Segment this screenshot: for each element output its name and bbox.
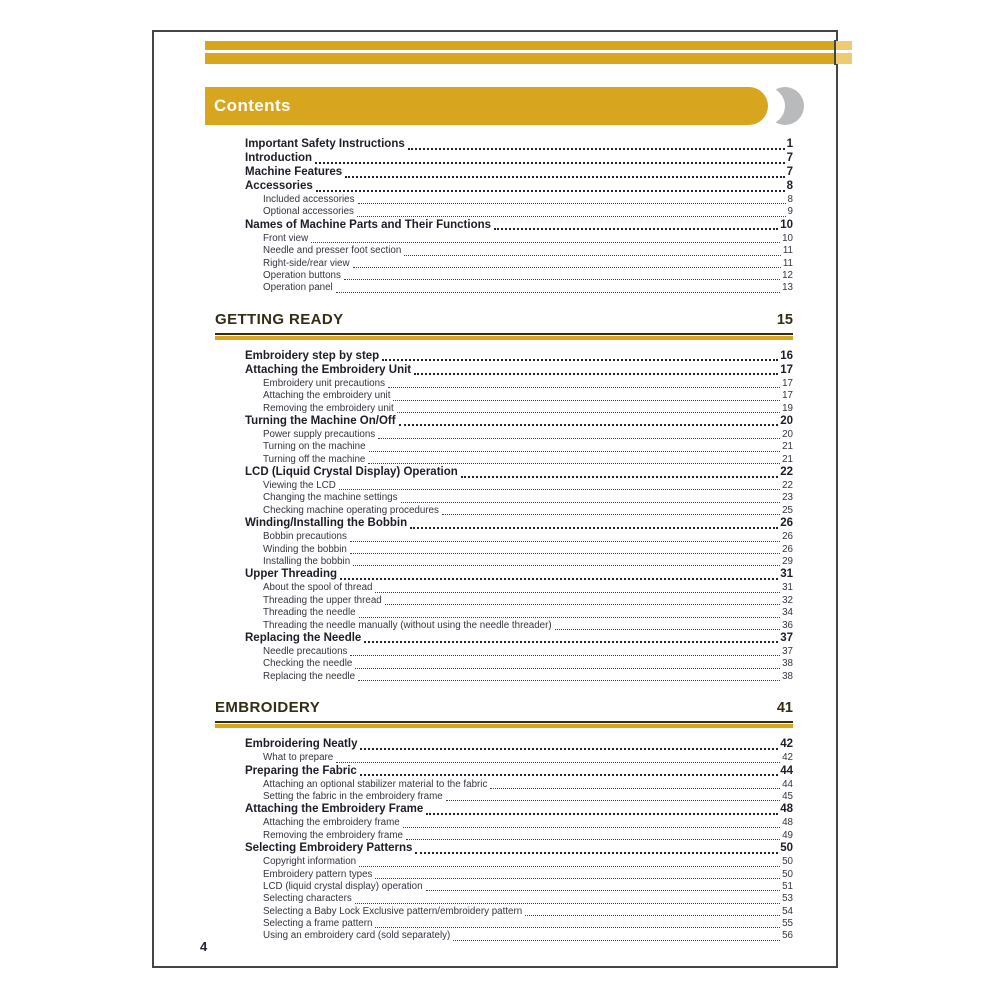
toc-entry-page-number: 25	[782, 504, 793, 516]
toc-entry	[215, 258, 793, 270]
toc-entry-label: Turning off the machine	[263, 453, 366, 465]
toc-entry-label: Embroidery unit precautions	[263, 377, 385, 389]
dot-leader	[375, 592, 780, 593]
toc-entry-label: Threading the needle	[263, 607, 356, 619]
toc-entry-page-number: 38	[782, 658, 793, 670]
toc-entry-page-number: 11	[782, 245, 793, 257]
toc-entry	[215, 646, 793, 658]
section-heading	[215, 699, 793, 728]
toc-entry	[215, 206, 793, 218]
dot-leader	[315, 162, 785, 164]
page-number: 4	[200, 939, 208, 954]
toc-entry-label: Attaching the embroidery unit	[263, 390, 391, 402]
toc-entry-label: Machine Features	[245, 166, 343, 178]
toc-entry	[215, 817, 793, 829]
section-rule-dark	[215, 333, 793, 335]
section-heading	[215, 311, 793, 340]
toc-entry-page-number: 13	[782, 282, 793, 294]
toc-entry-label: Introduction	[245, 152, 313, 164]
toc-entry-page-number: 31	[782, 582, 793, 594]
toc-entry-label: Winding/Installing the Bobbin	[245, 517, 408, 530]
toc-entry	[215, 466, 793, 480]
toc-entry	[215, 270, 793, 282]
toc-entry-page-number: 31	[780, 568, 793, 581]
toc-entry-label: Setting the fabric in the embroidery frame	[263, 790, 443, 802]
toc-entry	[215, 454, 793, 466]
toc-entry	[215, 282, 793, 294]
toc-entry	[215, 390, 793, 402]
toc-entry-label: Selecting a frame pattern	[263, 918, 373, 930]
dot-leader	[375, 927, 780, 928]
toc-entry-page-number: 26	[780, 517, 793, 530]
toc-entry	[215, 930, 793, 942]
toc-entry-page-number: 53	[782, 893, 793, 905]
toc-entry-label: Bobbin precautions	[263, 531, 347, 543]
toc-entry-label: Removing the embroidery unit	[263, 402, 394, 414]
toc-entry-page-number: 7	[786, 166, 793, 178]
toc-entry-page-number: 21	[782, 453, 793, 465]
toc-entry-label: Copyright information	[263, 856, 357, 868]
toc-entry-page-number: 44	[780, 764, 793, 777]
dot-leader	[555, 629, 780, 630]
dot-leader	[442, 514, 780, 515]
toc-entry	[215, 556, 793, 568]
section-rule-gold	[215, 336, 793, 340]
dot-leader	[350, 541, 780, 542]
toc-entry-page-number: 10	[782, 232, 793, 244]
dot-leader	[378, 438, 780, 439]
toc-entry-page-number: 20	[782, 428, 793, 440]
dot-leader	[339, 489, 780, 490]
toc-entry	[215, 671, 793, 683]
toc-entry-page-number: 42	[780, 738, 793, 751]
page-title: Contents	[214, 96, 291, 115]
dot-leader	[406, 839, 780, 840]
toc-entry	[215, 180, 793, 194]
toc-entry-label: Attaching the Embroidery Unit	[245, 363, 412, 376]
dot-leader	[446, 800, 780, 801]
dot-leader	[426, 890, 781, 891]
toc-entry	[215, 765, 793, 779]
dot-leader	[358, 203, 786, 204]
toc-entry	[215, 842, 793, 856]
toc-entry	[215, 791, 793, 803]
section-heading-page-number: 41	[776, 700, 793, 717]
toc-entry	[215, 607, 793, 619]
toc-entry-label: LCD (Liquid Crystal Display) Operation	[245, 466, 458, 479]
top-accent-bar	[205, 41, 852, 64]
toc-entry	[215, 415, 793, 429]
dot-leader	[353, 267, 781, 268]
toc-entry-label: Selecting Embroidery Patterns	[245, 842, 413, 855]
toc-entry	[215, 492, 793, 504]
dot-leader	[344, 279, 780, 280]
toc-entry-page-number: 37	[782, 645, 793, 657]
toc-entry-page-number: 10	[780, 218, 793, 231]
toc-entry-label: Selecting a Baby Lock Exclusive pattern/embroidery pattern	[263, 905, 523, 917]
toc-entry	[215, 918, 793, 930]
dot-leader	[375, 878, 780, 879]
toc-entry	[215, 906, 793, 918]
toc-entry-page-number: 23	[782, 492, 793, 504]
toc-entry	[215, 505, 793, 517]
toc-entry	[215, 480, 793, 492]
toc-entry-label: Attaching an optional stabilizer material to the fabric	[263, 778, 488, 790]
dot-leader	[399, 424, 779, 426]
dot-leader	[357, 216, 786, 217]
toc-entry	[215, 531, 793, 543]
toc-entry-label: Right-side/rear view	[263, 257, 350, 269]
toc-entry-label: Operation buttons	[263, 269, 341, 281]
section-heading-row	[215, 699, 793, 719]
toc-entry-page-number: 55	[782, 918, 793, 930]
toc-entry-label: Checking machine operating procedures	[263, 504, 439, 516]
toc-entry-label: Checking the needle	[263, 658, 353, 670]
toc-entry-label: Turning the Machine On/Off	[245, 414, 396, 427]
toc-entry-page-number: 50	[782, 856, 793, 868]
manual-page-sheet	[152, 30, 838, 968]
section-heading-label: EMBROIDERY	[215, 699, 321, 717]
dot-leader	[355, 903, 780, 904]
toc-entry-label: Using an embroidery card (sold separately)	[263, 930, 451, 942]
toc-entry-page-number: 34	[782, 607, 793, 619]
top-accent-bar-white-line	[205, 50, 852, 53]
dot-leader	[364, 641, 778, 643]
toc-entry-label: Threading the needle manually (without using the needle threader)	[263, 619, 552, 631]
dot-leader	[453, 940, 780, 941]
toc-entry-page-number: 17	[782, 377, 793, 389]
toc-entry-label: Embroidery pattern types	[263, 868, 373, 880]
toc-entry	[215, 441, 793, 453]
dot-leader	[359, 866, 780, 867]
toc-entry	[215, 779, 793, 791]
toc-entry-page-number: 22	[780, 466, 793, 479]
toc-entry	[215, 403, 793, 415]
dot-leader	[490, 788, 780, 789]
toc-entry-page-number: 22	[782, 480, 793, 492]
toc-entry-label: What to prepare	[263, 752, 334, 764]
toc-entry-page-number: 48	[780, 803, 793, 816]
dot-leader	[359, 617, 780, 618]
toc-entry	[215, 194, 793, 206]
toc-entry-label: Needle and presser foot section	[263, 245, 402, 257]
dot-leader	[397, 412, 780, 413]
toc-entry-label: Attaching the embroidery frame	[263, 817, 400, 829]
dot-leader	[525, 915, 780, 916]
toc-entry	[215, 544, 793, 556]
dot-leader	[382, 359, 778, 361]
toc-entry	[215, 893, 793, 905]
toc-entry-label: Viewing the LCD	[263, 480, 336, 492]
toc-entry	[215, 620, 793, 632]
toc-entry-page-number: 26	[782, 531, 793, 543]
toc-entry-label: Attaching the Embroidery Frame	[245, 803, 424, 816]
toc-entry-page-number: 38	[782, 670, 793, 682]
toc-entry-label: Replacing the Needle	[245, 631, 362, 644]
toc-entry	[215, 658, 793, 670]
toc-entry	[215, 881, 793, 893]
toc-entry-page-number: 17	[780, 363, 793, 376]
toc-entry-page-number: 9	[787, 206, 793, 218]
toc-entry-page-number: 21	[782, 441, 793, 453]
dot-leader	[350, 553, 780, 554]
toc-entry-label: Included accessories	[263, 194, 355, 205]
toc-entry	[215, 869, 793, 881]
toc-entry-label: Names of Machine Parts and Their Functions	[245, 218, 492, 231]
dot-leader	[408, 148, 785, 150]
toc-entry-page-number: 29	[782, 556, 793, 568]
toc-entry-label: Important Safety Instructions	[245, 138, 405, 150]
toc-entry	[215, 738, 793, 752]
toc-entry	[215, 517, 793, 531]
toc-entry	[215, 568, 793, 582]
dot-leader	[360, 774, 778, 776]
toc-entry-label: Power supply precautions	[263, 428, 376, 440]
dot-leader	[353, 565, 780, 566]
dot-leader	[360, 748, 778, 750]
toc-entry-page-number: 51	[782, 880, 793, 892]
toc-entry-label: Embroidering Neatly	[245, 738, 358, 751]
section-heading-page-number: 15	[776, 311, 793, 328]
toc-entry-label: Installing the bobbin	[263, 556, 351, 568]
toc-entry	[215, 152, 793, 166]
toc-entry-label: Removing the embroidery frame	[263, 829, 403, 841]
toc-entry-label: Changing the machine settings	[263, 492, 398, 504]
toc-entry-label: Preparing the Fabric	[245, 764, 357, 777]
dot-leader	[410, 527, 778, 529]
dot-leader	[414, 373, 778, 375]
toc-entry-label: Threading the upper thread	[263, 594, 382, 606]
toc-entry-page-number: 1	[786, 138, 793, 150]
toc-entry	[215, 138, 793, 152]
dot-leader	[426, 813, 778, 815]
section-heading-row	[215, 311, 793, 331]
toc-entry	[215, 378, 793, 390]
dot-leader	[355, 668, 780, 669]
toc-entry-label: Upper Threading	[245, 568, 338, 581]
dot-leader	[404, 255, 780, 256]
toc-entry-page-number: 48	[782, 817, 793, 829]
toc-entry-page-number: 56	[782, 930, 793, 942]
toc-entry-label: Front view	[263, 232, 309, 244]
toc-entry-page-number: 26	[782, 543, 793, 555]
toc-entry-label: Operation panel	[263, 282, 333, 294]
dot-leader	[401, 502, 781, 503]
toc-entry-page-number: 44	[782, 778, 793, 790]
dot-leader	[368, 463, 780, 464]
dot-leader	[385, 604, 780, 605]
section-heading-label: GETTING READY	[215, 310, 344, 328]
dot-leader	[316, 190, 785, 192]
page-border-segment	[834, 40, 836, 65]
toc-entry-label: Accessories	[245, 180, 313, 192]
dot-leader	[393, 400, 780, 401]
toc-entry-page-number: 54	[782, 905, 793, 917]
toc-entry	[215, 752, 793, 764]
toc-entry	[215, 233, 793, 245]
dot-leader	[345, 176, 784, 178]
toc-entry-label: Turning on the machine	[263, 441, 366, 453]
contents-banner	[154, 87, 836, 125]
toc-entry-label: Needle precautions	[263, 645, 348, 657]
toc-entry-label: LCD (liquid crystal display) operation	[263, 880, 423, 892]
toc-entry-page-number: 8	[787, 194, 793, 205]
dot-leader	[311, 242, 780, 243]
toc-entry-page-number: 8	[786, 180, 793, 192]
toc-entry-page-number: 36	[782, 619, 793, 631]
dot-leader	[336, 292, 780, 293]
toc-entry	[215, 632, 793, 646]
table-of-contents	[215, 138, 793, 943]
toc-entry-page-number: 12	[782, 269, 793, 281]
dot-leader	[350, 655, 780, 656]
toc-entry-page-number: 49	[782, 829, 793, 841]
toc-entry-label: Replacing the needle	[263, 670, 356, 682]
toc-entry-label: About the spool of thread	[263, 582, 373, 594]
toc-entry-label: Embroidery step by step	[245, 349, 380, 362]
toc-entry-page-number: 20	[780, 414, 793, 427]
toc-entry-label: Selecting characters	[263, 893, 352, 905]
toc-entry-page-number: 19	[782, 402, 793, 414]
toc-entry-page-number: 50	[780, 842, 793, 855]
toc-entry	[215, 803, 793, 817]
toc-entry	[215, 830, 793, 842]
toc-entry	[215, 856, 793, 868]
toc-entry-page-number: 37	[780, 631, 793, 644]
toc-entry-page-number: 11	[782, 257, 793, 269]
dot-leader	[494, 228, 778, 230]
toc-entry-page-number: 7	[786, 152, 793, 164]
toc-entry-label: Optional accessories	[263, 206, 354, 218]
toc-entry-page-number: 45	[782, 790, 793, 802]
dot-leader	[403, 827, 780, 828]
toc-entry-page-number: 42	[782, 752, 793, 764]
toc-entry	[215, 429, 793, 441]
toc-entry	[215, 219, 793, 233]
dot-leader	[369, 451, 781, 452]
toc-entry	[215, 350, 793, 364]
section-rule-gold	[215, 724, 793, 728]
toc-entry-page-number: 16	[780, 349, 793, 362]
dot-leader	[336, 762, 780, 763]
contents-title-pill	[205, 87, 768, 125]
toc-entry	[215, 364, 793, 378]
dot-leader	[415, 852, 778, 854]
toc-entry	[215, 245, 793, 257]
dot-leader	[388, 387, 780, 388]
toc-entry-page-number: 50	[782, 868, 793, 880]
toc-entry-label: Winding the bobbin	[263, 543, 347, 555]
section-rule-dark	[215, 721, 793, 723]
toc-entry	[215, 166, 793, 180]
dot-leader	[461, 476, 778, 478]
dot-leader	[340, 578, 778, 580]
toc-entry-page-number: 32	[782, 594, 793, 606]
dot-leader	[358, 680, 780, 681]
toc-entry	[215, 582, 793, 594]
toc-entry	[215, 595, 793, 607]
toc-entry-page-number: 17	[782, 390, 793, 402]
